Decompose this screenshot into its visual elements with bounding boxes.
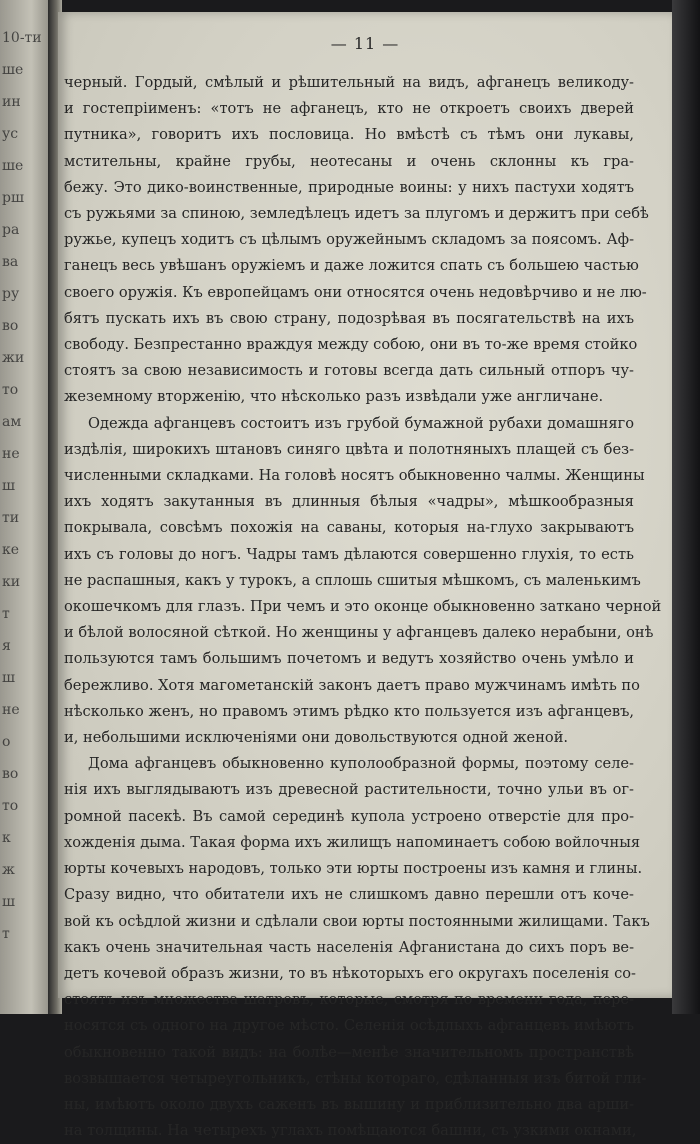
- facing-page-edge: [0, 0, 52, 1014]
- text-line: Дома афганцевъ обыкновенно куполообразной формы, поэтому селе-: [88, 755, 634, 773]
- text-line: и, небольшими исключеніями они довольствуются одной женой.: [64, 729, 569, 747]
- facing-page-fragment: не: [2, 446, 20, 462]
- text-line: ихъ ходятъ закутанныя въ длинныя бѣлыя «чадры», мѣшкообразныя: [64, 493, 634, 511]
- facing-page-fragment: о: [2, 734, 11, 750]
- text-line: ганецъ весь увѣшанъ оружіемъ и даже ложится спать съ большею частью: [64, 257, 639, 275]
- facing-page-fragment: ам: [2, 414, 22, 430]
- facing-page-fragment: ш: [2, 670, 16, 686]
- facing-page-fragment: ше: [2, 158, 24, 174]
- text-line: бежу. Это дико-воинственные, природные воины: у нихъ пастухи ходятъ: [64, 178, 634, 196]
- text-line: ружье, купецъ ходитъ съ цѣлымъ оружейнымъ складомъ за поясомъ. Аф-: [64, 231, 634, 249]
- text-line: не распашныя, какъ у турокъ, а сплошь сшитыя мѣшкомъ, съ маленькимъ: [64, 571, 641, 589]
- facing-page-fragment: я: [2, 638, 11, 654]
- facing-page-fragment: ин: [2, 94, 21, 110]
- text-line: своего оружія. Къ европейцамъ они относятся очень недовѣрчиво и не лю-: [64, 283, 647, 301]
- text-line: возвышается четыреугольникъ, стѣны котораго, сдѣланныя изъ битой гли-: [64, 1069, 647, 1087]
- text-line: детъ кочевой образъ жизни, то въ нѣкоторыхъ его округахъ поселенія со-: [64, 964, 636, 982]
- text-line: мстительны, крайне грубы, неотесаны и очень склонны къ гра-: [64, 152, 634, 170]
- facing-page-fragment: ше: [2, 62, 24, 78]
- text-line: пользуются тамъ большимъ почетомъ и ведутъ хозяйство очень умѣло и: [64, 650, 634, 668]
- text-line: юрты кочевыхъ народовъ, только эти юрты построены изъ камня и глины.: [64, 860, 643, 878]
- facing-page-fragment: жи: [2, 350, 25, 366]
- facing-page-fragment: ки: [2, 574, 21, 590]
- facing-page-fragment: не: [2, 702, 20, 718]
- facing-page-fragment: ра: [2, 222, 20, 238]
- text-line: ихъ съ головы до ногъ. Чадры тамъ дѣлаются совершенно глухія, то есть: [64, 545, 634, 563]
- text-line: нѣсколько женъ, но правомъ этимъ рѣдко кто пользуется изъ афганцевъ,: [64, 702, 634, 720]
- book-cover-edge: [672, 0, 700, 1014]
- text-line: какъ очень значительная часть населенія Афганистана до сихъ поръ ве-: [64, 938, 634, 956]
- text-line: численными складками. На головѣ носятъ обыкновенно чалмы. Женщины: [64, 467, 645, 485]
- text-line: бятъ пускать ихъ въ свою страну, подозрѣвая въ посягательствѣ на ихъ: [64, 309, 634, 327]
- facing-page-fragment: 10-ти: [2, 30, 42, 46]
- facing-page-fragment: ва: [2, 254, 19, 270]
- facing-page-fragment: ус: [2, 126, 19, 142]
- text-line: носятся съ одного на другое мѣсто. Селенія осѣдлыхъ афганцевъ имѣютъ: [64, 1017, 634, 1035]
- text-line: на толщины. На четырехъ углахъ помѣщаются башни, съ узкими окнами,: [64, 1122, 637, 1140]
- facing-page-fragment: ке: [2, 542, 20, 558]
- facing-page-fragment: т: [2, 926, 10, 942]
- text-line: свободу. Безпрестанно враждуя между собою, они въ то-же время стойко: [64, 336, 638, 354]
- text-line: ны, имѣютъ около двухъ саженъ въ вышину и приблизительно два арши-: [64, 1095, 634, 1113]
- facing-page-fragment: ти: [2, 510, 20, 526]
- text-line: обыкновенно такой видъ: на болѣе—менѣе значительномъ пространствѣ: [64, 1043, 634, 1061]
- text-line: стоятъ изъ множества шатровъ, которые, смотря по времени года, пере-: [64, 991, 634, 1009]
- facing-page-fragment: во: [2, 766, 19, 782]
- facing-page-fragment: ру: [2, 286, 20, 302]
- text-line: стоятъ за свою независимость и готовы всегда дать сильный отпоръ чу-: [64, 362, 634, 380]
- text-line: жеземному вторженію, что нѣсколько разъ извѣдали уже англичане.: [64, 388, 604, 406]
- text-line: Сразу видно, что обитатели ихъ не слишкомъ давно перешли отъ коче-: [64, 886, 634, 904]
- facing-page-fragment: ш: [2, 894, 16, 910]
- text-line: издѣлія, широкихъ штановъ синяго цвѣта и полотняныхъ плащей съ без-: [64, 440, 634, 458]
- text-line: окошечкомъ для глазъ. При чемъ и это оконце обыкновенно заткано черной: [64, 598, 662, 616]
- page-text: [64, 70, 662, 1144]
- facing-page-fragment: т: [2, 606, 10, 622]
- facing-page-fragment: ж: [2, 862, 15, 878]
- text-line: ромной пасекѣ. Въ самой серединѣ купола устроено отверстіе для про-: [64, 807, 634, 825]
- book-page: [58, 12, 672, 1140]
- text-line: нія ихъ выглядываютъ изъ древесной растительности, точно ульи въ ог-: [64, 781, 634, 799]
- facing-page-fragment: то: [2, 798, 19, 814]
- page-number: — 11 —: [330, 34, 400, 53]
- text-line: покрывала, совсѣмъ похожія на саваны, которыя на-глухо закрываютъ: [64, 519, 634, 537]
- text-line: черный. Гордый, смѣлый и рѣшительный на видъ, афганецъ великоду-: [64, 74, 634, 91]
- text-line: Одежда афганцевъ состоитъ изъ грубой бумажной рубахи домашняго: [88, 414, 634, 432]
- text-line: бережливо. Хотя магометанскій законъ даетъ право мужчинамъ имѣть по: [64, 676, 640, 694]
- facing-page-fragment: рш: [2, 190, 24, 206]
- facing-page-fragment: к: [2, 830, 11, 846]
- facing-page-fragment: ш: [2, 478, 16, 494]
- facing-page-fragment: то: [2, 382, 19, 398]
- text-line: съ ружьями за спиною, земледѣлецъ идетъ за плугомъ и держитъ при себѣ: [64, 205, 649, 223]
- facing-page-fragment: во: [2, 318, 19, 334]
- text-line: и гостепріименъ: «тотъ не афганецъ, кто не откроетъ своихъ дверей: [64, 100, 634, 118]
- text-line: путника», говоритъ ихъ пословица. Но вмѣстѣ съ тѣмъ они лукавы,: [64, 126, 634, 144]
- text-line: и бѣлой волосяной сѣткой. Но женщины у афганцевъ далеко нерабыни, онѣ: [64, 624, 654, 642]
- text-line: хожденія дыма. Такая форма ихъ жилищъ напоминаетъ собою войлочныя: [64, 833, 641, 851]
- text-line: вой къ осѣдлой жизни и сдѣлали свои юрты постоянными жилищами. Такъ: [64, 912, 650, 930]
